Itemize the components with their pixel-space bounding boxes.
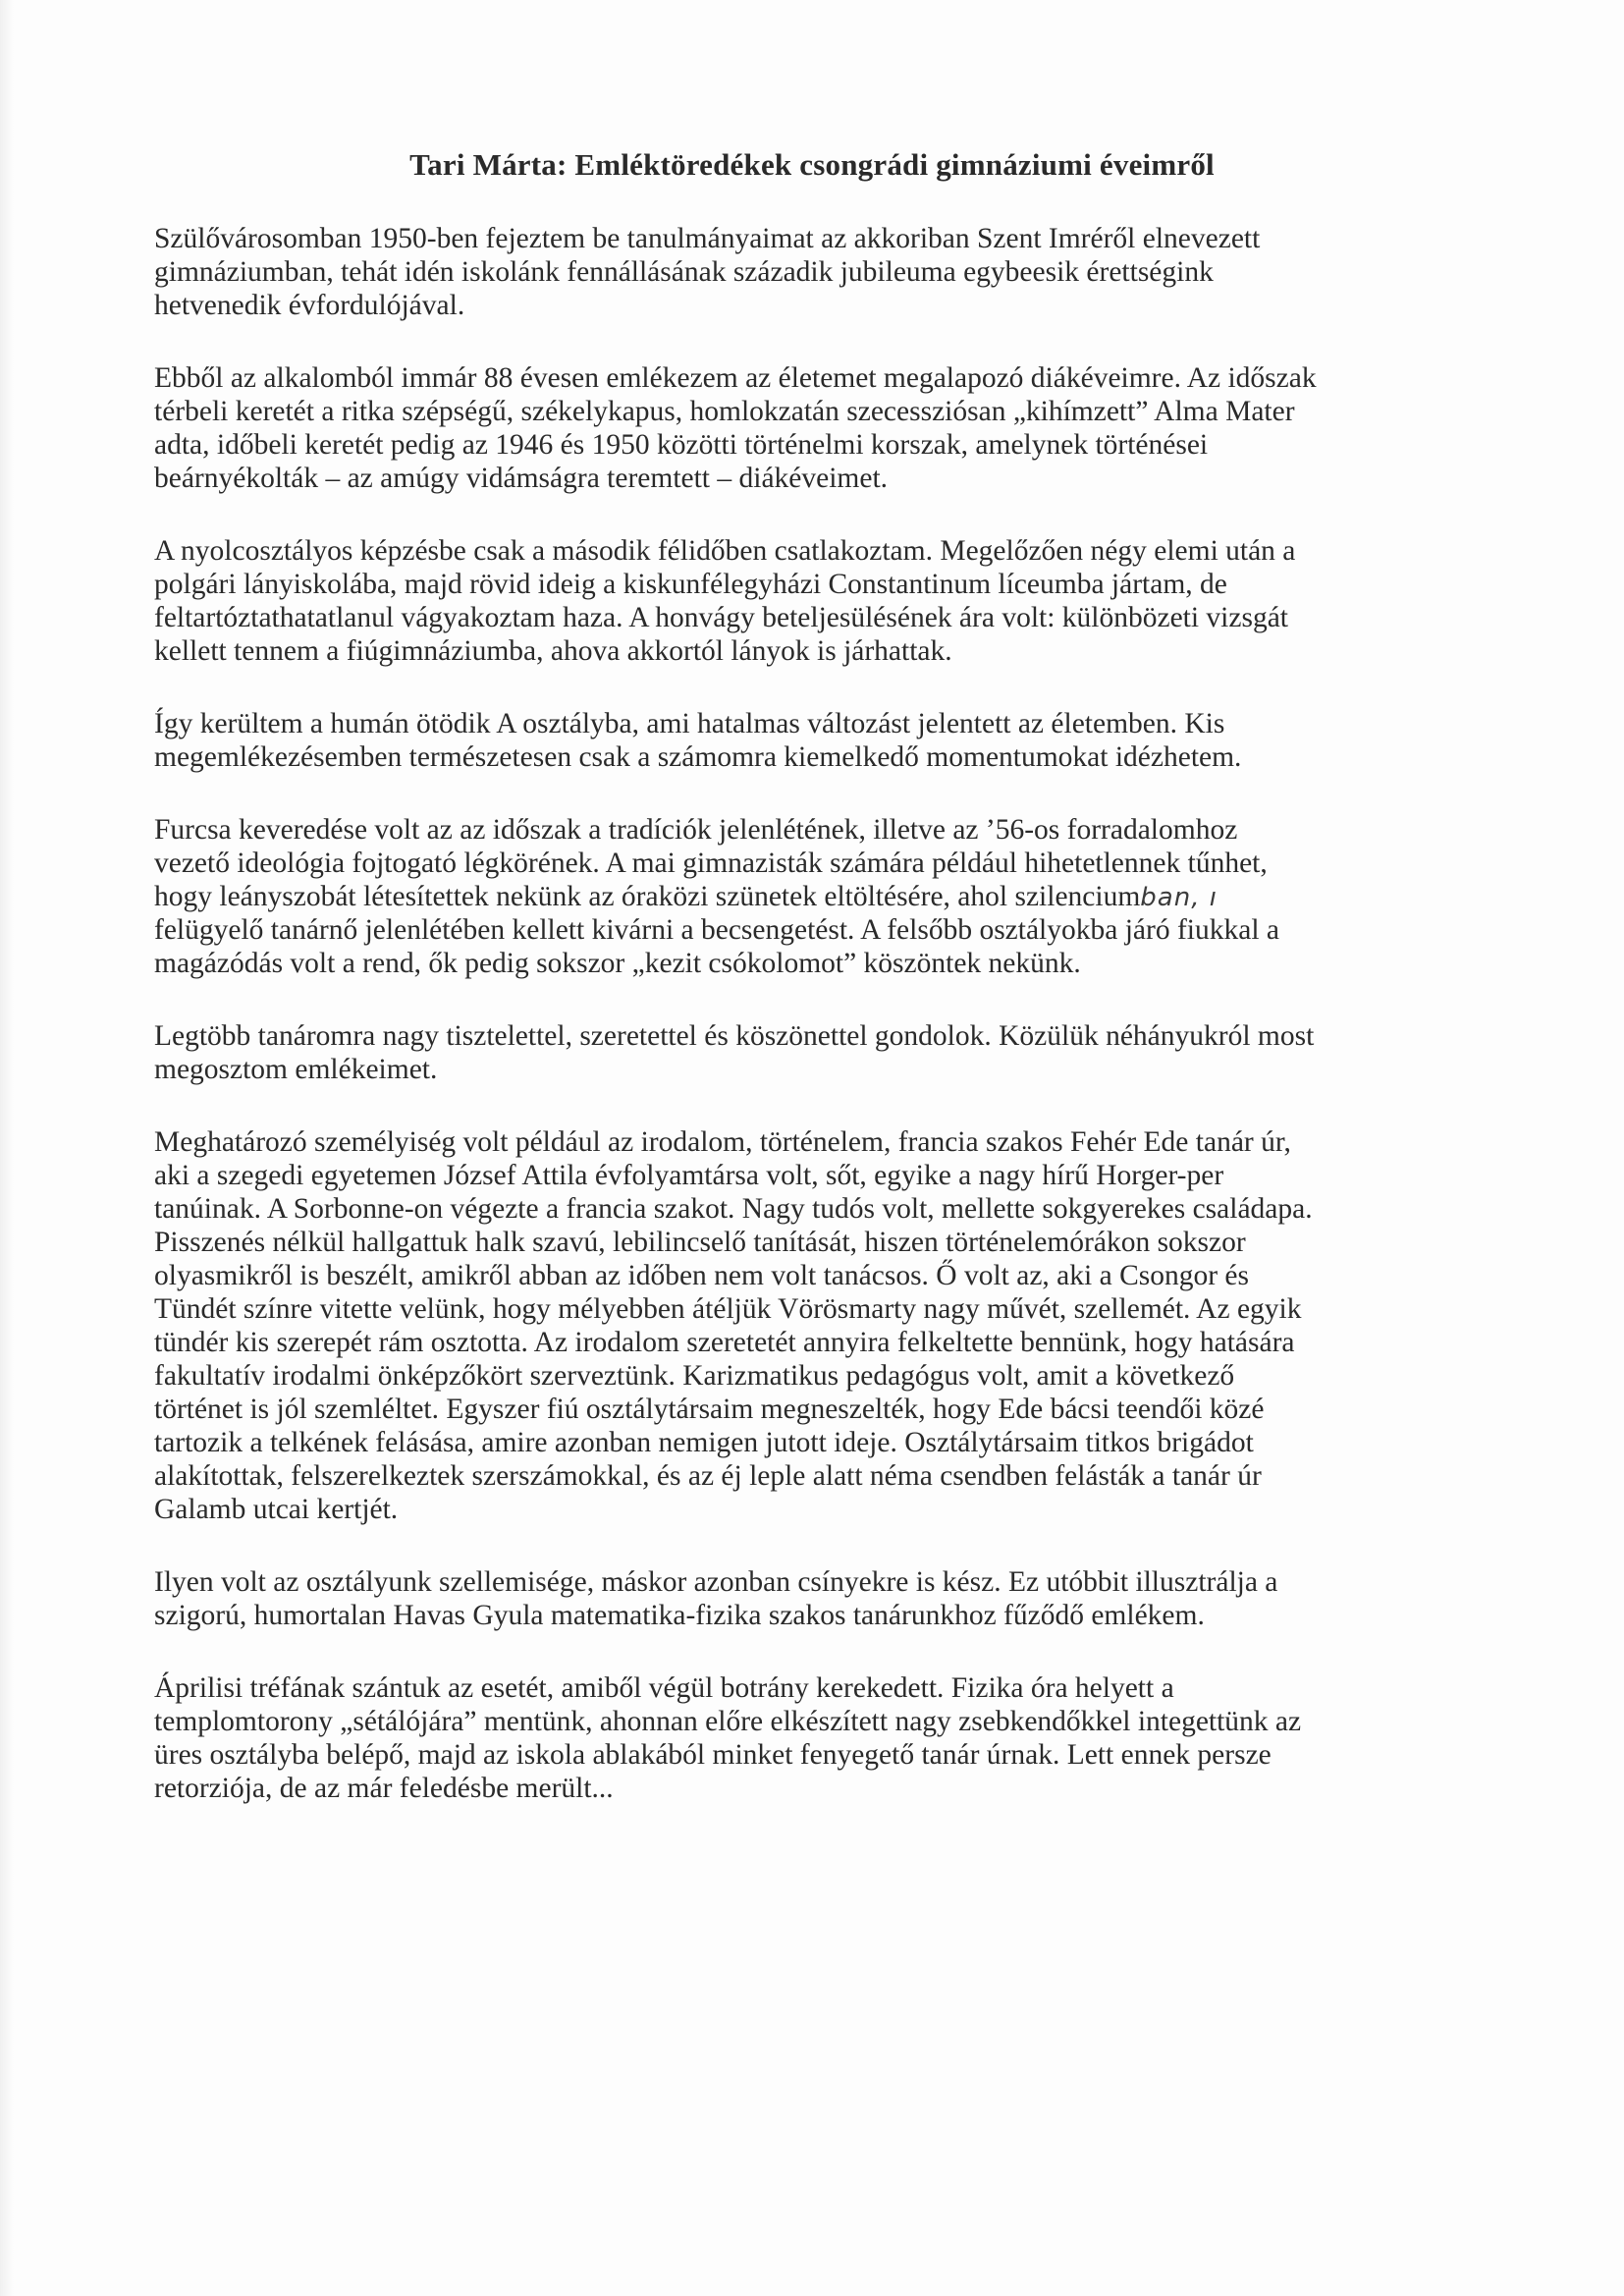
text-line: templomtorony „sétálójára” mentünk, ahonnan előre elkészített nagy zsebkendőkkel integettünk az (154, 1706, 1302, 1737)
text-line: Legtöbb tanáromra nagy tisztelettel, szeretettel és köszönettel gondolok. Közülük néhányukról most (154, 1020, 1315, 1052)
text-line: tartozik a telkének felásása, amire azonban nemigen jutott ideje. Osztálytársaim titkos brigádot (154, 1427, 1254, 1458)
paragraph-3 (154, 534, 1499, 668)
text-line: Így kerültem a humán ötödik A osztályba, ami hatalmas változást jelentett az életemben. Kis (154, 708, 1225, 739)
text-line: történet is jól szemléltet. Egyszer fiú osztálytársaim megneszelték, hogy Ede bácsi teendői közé (154, 1394, 1265, 1425)
text-line: szigorú, humortalan Havas Gyula matematika-fizika szakos tanárunkhoz fűződő emlékem. (154, 1600, 1205, 1631)
text-line: Tündét színre vitette velünk, hogy mélyebben átéljük Vörösmarty nagy művét, szellemét. Az egyik (154, 1293, 1302, 1325)
paragraph-4 (154, 707, 1499, 774)
paragraph-5 (154, 813, 1499, 980)
handwritten-insert: ban, ı (1140, 883, 1218, 912)
paragraph-7 (154, 1125, 1499, 1526)
text-line: Szülővárosomban 1950-ben fejeztem be tanulmányaimat az akkoriban Szent Imréről elnevezett (154, 223, 1261, 254)
text-line: tanúinak. A Sorbonne-on végezte a francia szakot. Nagy tudós volt, mellette sokgyerekes családapa. (154, 1193, 1313, 1225)
text-line-segment: hogy leányszobát létesítettek nekünk az óraközi szünetek eltöltésére, ahol szilencium (154, 881, 1141, 912)
text-line: beárnyékolták – az amúgy vidámságra teremtett – diákéveimet. (154, 463, 889, 494)
text-line: retorziója, de az már feledésbe merült... (154, 1773, 614, 1804)
document-body (154, 222, 1499, 1844)
text-line: alakítottak, felszerelkeztek szerszámokkal, és az éj leple alatt néma csendben felásták a tanár úr (154, 1460, 1262, 1492)
text-line: adta, időbeli keretét pedig az 1946 és 1950 közötti történelmi korszak, amelynek történései (154, 429, 1209, 461)
document-title: Tari Márta: Emléktöredékek csongrádi gimnáziumi éveimről (409, 147, 1215, 182)
paragraph-6 (154, 1019, 1499, 1086)
paragraph-9 (154, 1671, 1499, 1805)
text-line: Furcsa keveredése volt az az időszak a tradíciók jelenlétének, illetve az ’56-os forradalomhoz (154, 814, 1238, 846)
text-line: magázódás volt a rend, ők pedig sokszor „kezit csókolomot” köszöntek nekünk. (154, 948, 1081, 979)
paragraph-8 (154, 1565, 1499, 1632)
paragraph-2 (154, 361, 1499, 495)
text-line: Pisszenés nélkül hallgattuk halk szavú, lebilincselő tanítását, hiszen történelemórákon sokszor (154, 1227, 1246, 1258)
scan-shadow-edge (0, 0, 14, 2296)
text-line: olyasmikről is beszélt, amikről abban az időben nem volt tanácsos. Ő volt az, aki a Csongor és (154, 1260, 1249, 1291)
text-line: Meghatározó személyiség volt például az irodalom, történelem, francia szakos Fehér Ede tanár úr, (154, 1126, 1291, 1158)
text-line: megemlékezésemben természetesen csak a számomra kiemelkedő momentumokat idézhetem. (154, 741, 1242, 773)
text-line: üres osztályba belépő, majd az iskola ablakából minket fenyegető tanár úrnak. Lett ennek persze (154, 1739, 1272, 1771)
text-line: Ebből az alkalomból immár 88 évesen emlékezem az életemet megalapozó diákéveimre. Az időszak (154, 362, 1317, 394)
text-line: Ilyen volt az osztályunk szellemisége, máskor azonban csínyekre is kész. Ez utóbbit illusztrálja a (154, 1566, 1278, 1598)
text-line: Áprilisi tréfának szántuk az esetét, amiből végül botrány kerekedett. Fizika óra helyett a (154, 1672, 1174, 1704)
text-line: polgári lányiskolába, majd rövid ideig a kiskunfélegyházi Constantinum líceumba jártam, de (154, 569, 1227, 600)
text-line: kellett tennem a fiúgimnáziumba, ahova akkortól lányok is járhattak. (154, 635, 952, 667)
text-line: aki a szegedi egyetemen József Attila évfolyamtársa volt, sőt, egyike a nagy hírű Horger-per (154, 1160, 1224, 1191)
text-line: feltartóztathatatlanul vágyakoztam haza. A honvágy beteljesülésének ára volt: különbözeti vizsgát (154, 602, 1288, 633)
text-line: Galamb utcai kertjét. (154, 1494, 399, 1525)
text-line-with-insert (154, 880, 1499, 913)
text-line: megosztom emlékeimet. (154, 1054, 438, 1085)
text-line: tündér kis szerepét rám osztotta. Az irodalom szeretetét annyira felkeltette bennünk, hogy hatására (154, 1327, 1295, 1358)
text-line: fakultatív irodalmi önképzőkört szerveztünk. Karizmatikus pedagógus volt, amit a következő (154, 1360, 1235, 1392)
paragraph-1 (154, 222, 1499, 322)
text-line: felügyelő tanárnő jelenlétében kellett kivárni a becsengetést. A felsőbb osztályokba járó fiukkal a (154, 914, 1279, 946)
text-line: vezető ideológia fojtogató légkörének. A mai gimnazisták számára például hihetetlennek tűnhet, (154, 847, 1268, 879)
text-line: A nyolcosztályos képzésbe csak a második félidőben csatlakoztam. Megelőzően négy elemi után a (154, 535, 1296, 567)
text-line: térbeli keretét a ritka szépségű, székelykapus, homlokzatán szecessziósan „kihímzett” Alma Mater (154, 396, 1295, 427)
text-line: hetvenedik évfordulójával. (154, 290, 465, 321)
text-line: gimnáziumban, tehát idén iskolánk fennállásának századik jubileuma egybeesik érettségink (154, 256, 1214, 288)
